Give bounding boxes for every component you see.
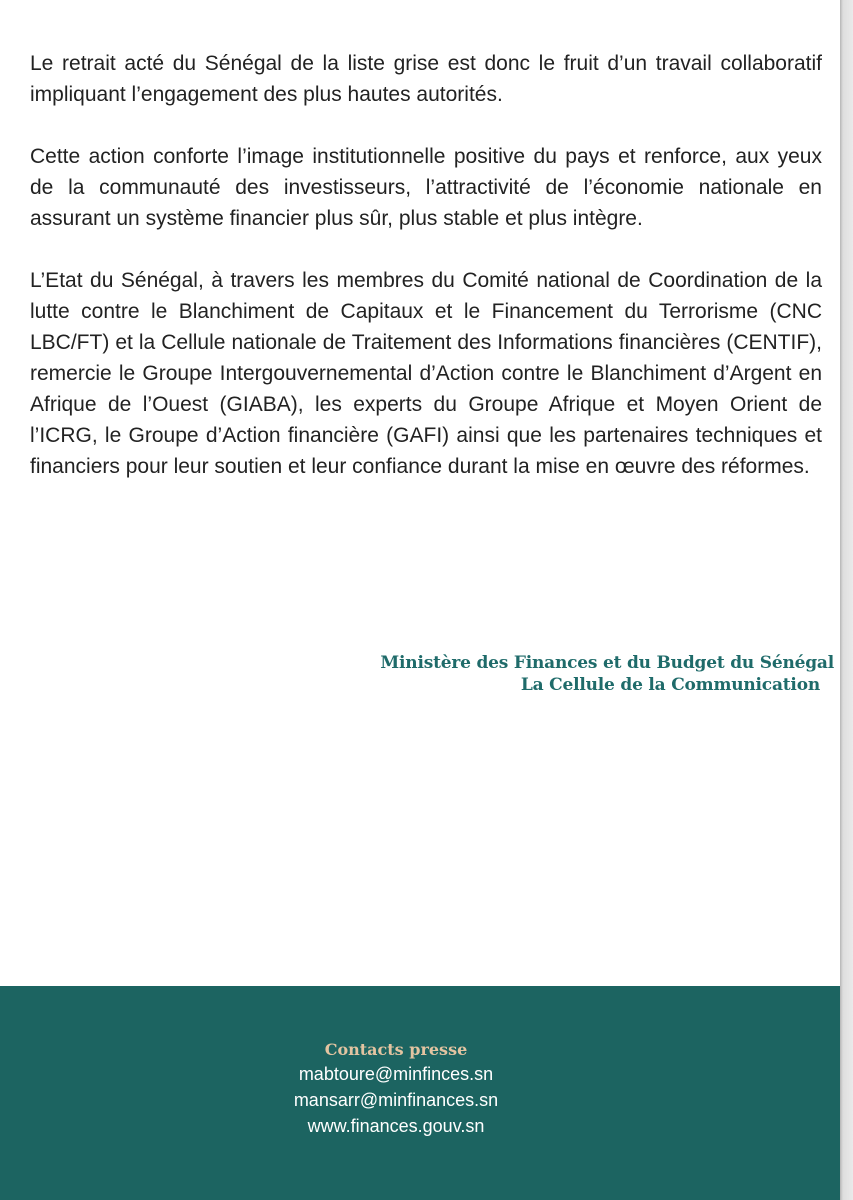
paragraph-grey-list-removal: Le retrait acté du Sénégal de la liste grise est donc le fruit d’un travail collaboratif impliquant l’engagement des plus hautes autorités. <box>30 52 822 106</box>
footer-band <box>0 986 840 1200</box>
signature-communication-cell: La Cellule de la Communication <box>520 675 820 695</box>
contact-website[interactable]: www.finances.gouv.sn <box>307 1116 485 1136</box>
signature-block <box>380 652 834 696</box>
press-contacts <box>0 1039 792 1139</box>
paragraph-acknowledgements: L’Etat du Sénégal, à travers les membres du Comité national de Coordination de la lutte contre le Blanchiment de Capitaux et le Financement du Terrorisme (CNC LBC/FT) et la Cellule nationale de Traitement des Informations financières (CENTIF), remercie le Groupe Intergouvernemental d’Action contre le Blanchiment d’Argent en Afrique de l’Ouest (GIABA), les experts du Groupe Afrique et Moyen Orient de l’ICRG, le Groupe d’Action financière (GAFI) ainsi que les partenaires techniques et financiers pour leur soutien et leur confiance durant la mise en œuvre des réformes. <box>30 269 822 478</box>
page-edge-shadow <box>840 0 853 1200</box>
contact-email-mansarr[interactable]: mansarr@minfinances.sn <box>293 1090 499 1110</box>
paragraph-institutional-image: Cette action conforte l’image institutionnelle positive du pays et renforce, aux yeux de la communauté des investisseurs, l’attractivité de l’économie nationale en assurant un système financier plus sûr, plus stable et plus intègre. <box>30 145 822 230</box>
press-contacts-title: Contacts presse <box>324 1040 468 1059</box>
body-text <box>30 48 822 482</box>
contact-email-mabtoure[interactable]: mabtoure@minfinces.sn <box>298 1064 494 1084</box>
signature-ministry: Ministère des Finances et du Budget du Sénégal <box>380 653 834 673</box>
